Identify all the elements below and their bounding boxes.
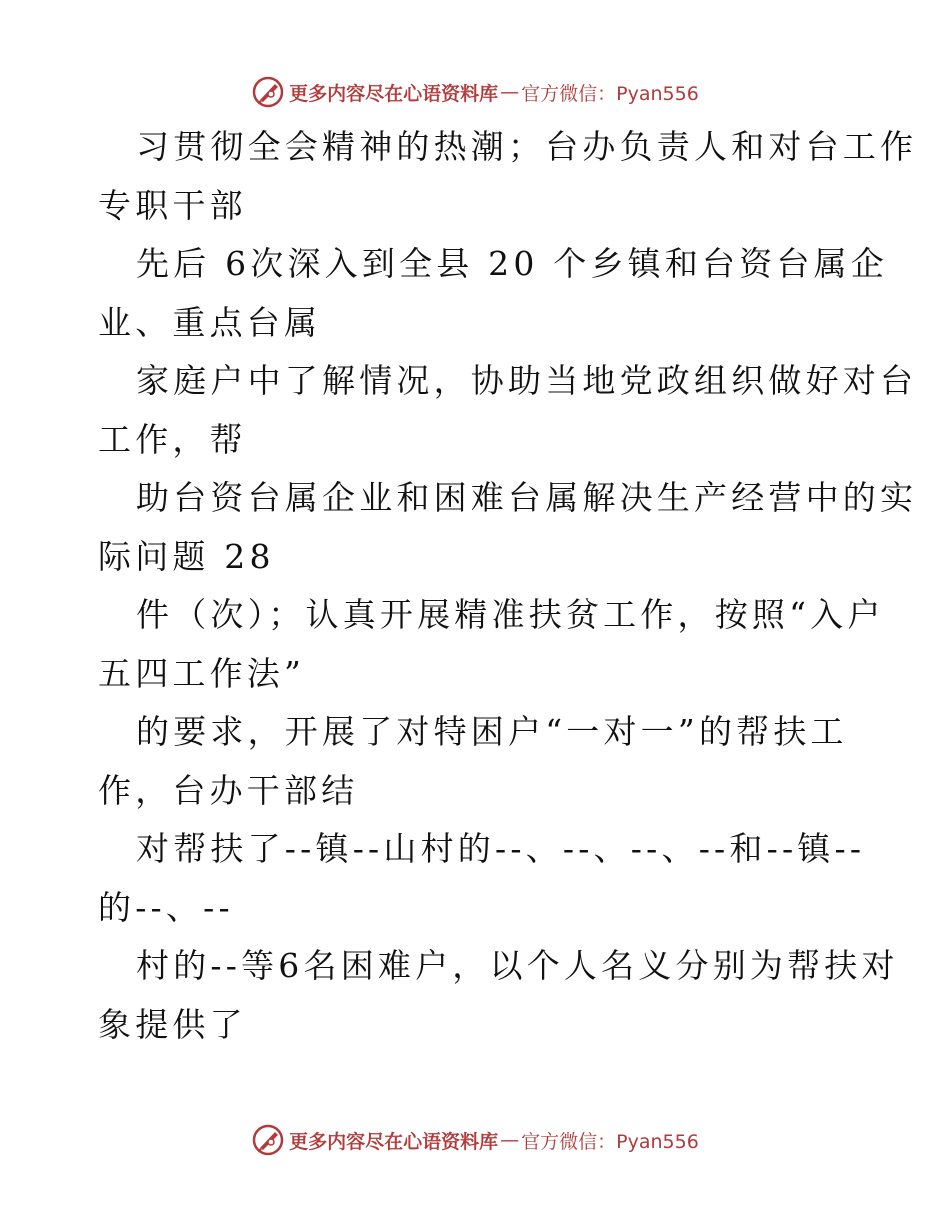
text-line: 业、重点台属 — [98, 302, 322, 342]
header-watermark — [0, 72, 950, 112]
text-line: 先后 6次深入到全县 20 个乡镇和台资台属企 — [136, 244, 889, 283]
quill-pen-logo-icon — [251, 75, 285, 109]
watermark-contact: 官方微信：Pyan556 — [521, 82, 699, 105]
watermark-dash: — — [500, 1129, 520, 1151]
text-line: 习贯彻全会精神的热潮；台办负责人和对台工作 — [136, 127, 918, 166]
text-line: 家庭户中了解情况，协助当地党政组织做好对台 — [136, 361, 918, 400]
watermark-text: 更多内容尽在心语资料库 — [289, 82, 499, 105]
watermark-contact: 官方微信：Pyan556 — [521, 1130, 699, 1153]
footer-watermark — [0, 1120, 950, 1160]
quill-pen-logo-icon — [251, 1123, 285, 1157]
document-body — [98, 118, 918, 1054]
text-line: 专职干部 — [98, 185, 247, 225]
text-line: 的--、-- — [98, 887, 234, 927]
text-line: 五四工作法” — [98, 653, 306, 693]
text-line: 件（次）；认真开展精准扶贫工作，按照“入户 — [136, 595, 885, 634]
watermark-text: 更多内容尽在心语资料库 — [289, 1130, 499, 1153]
text-line: 的要求，开展了对特困户“一对一”的帮扶工 — [136, 712, 848, 751]
text-line: 工作，帮 — [98, 419, 247, 459]
watermark-dash: — — [500, 81, 520, 103]
text-line: 际问题 28 — [98, 536, 275, 576]
text-line: 作，台办干部结 — [98, 770, 359, 810]
text-line: 对帮扶了--镇--山村的--、--、--、--和--镇-- — [136, 829, 866, 868]
text-line: 象提供了 — [98, 1004, 247, 1044]
text-line: 助台资台属企业和困难台属解决生产经营中的实 — [136, 478, 918, 517]
text-line: 村的--等6名困难户，以个人名义分别为帮扶对 — [136, 946, 899, 985]
